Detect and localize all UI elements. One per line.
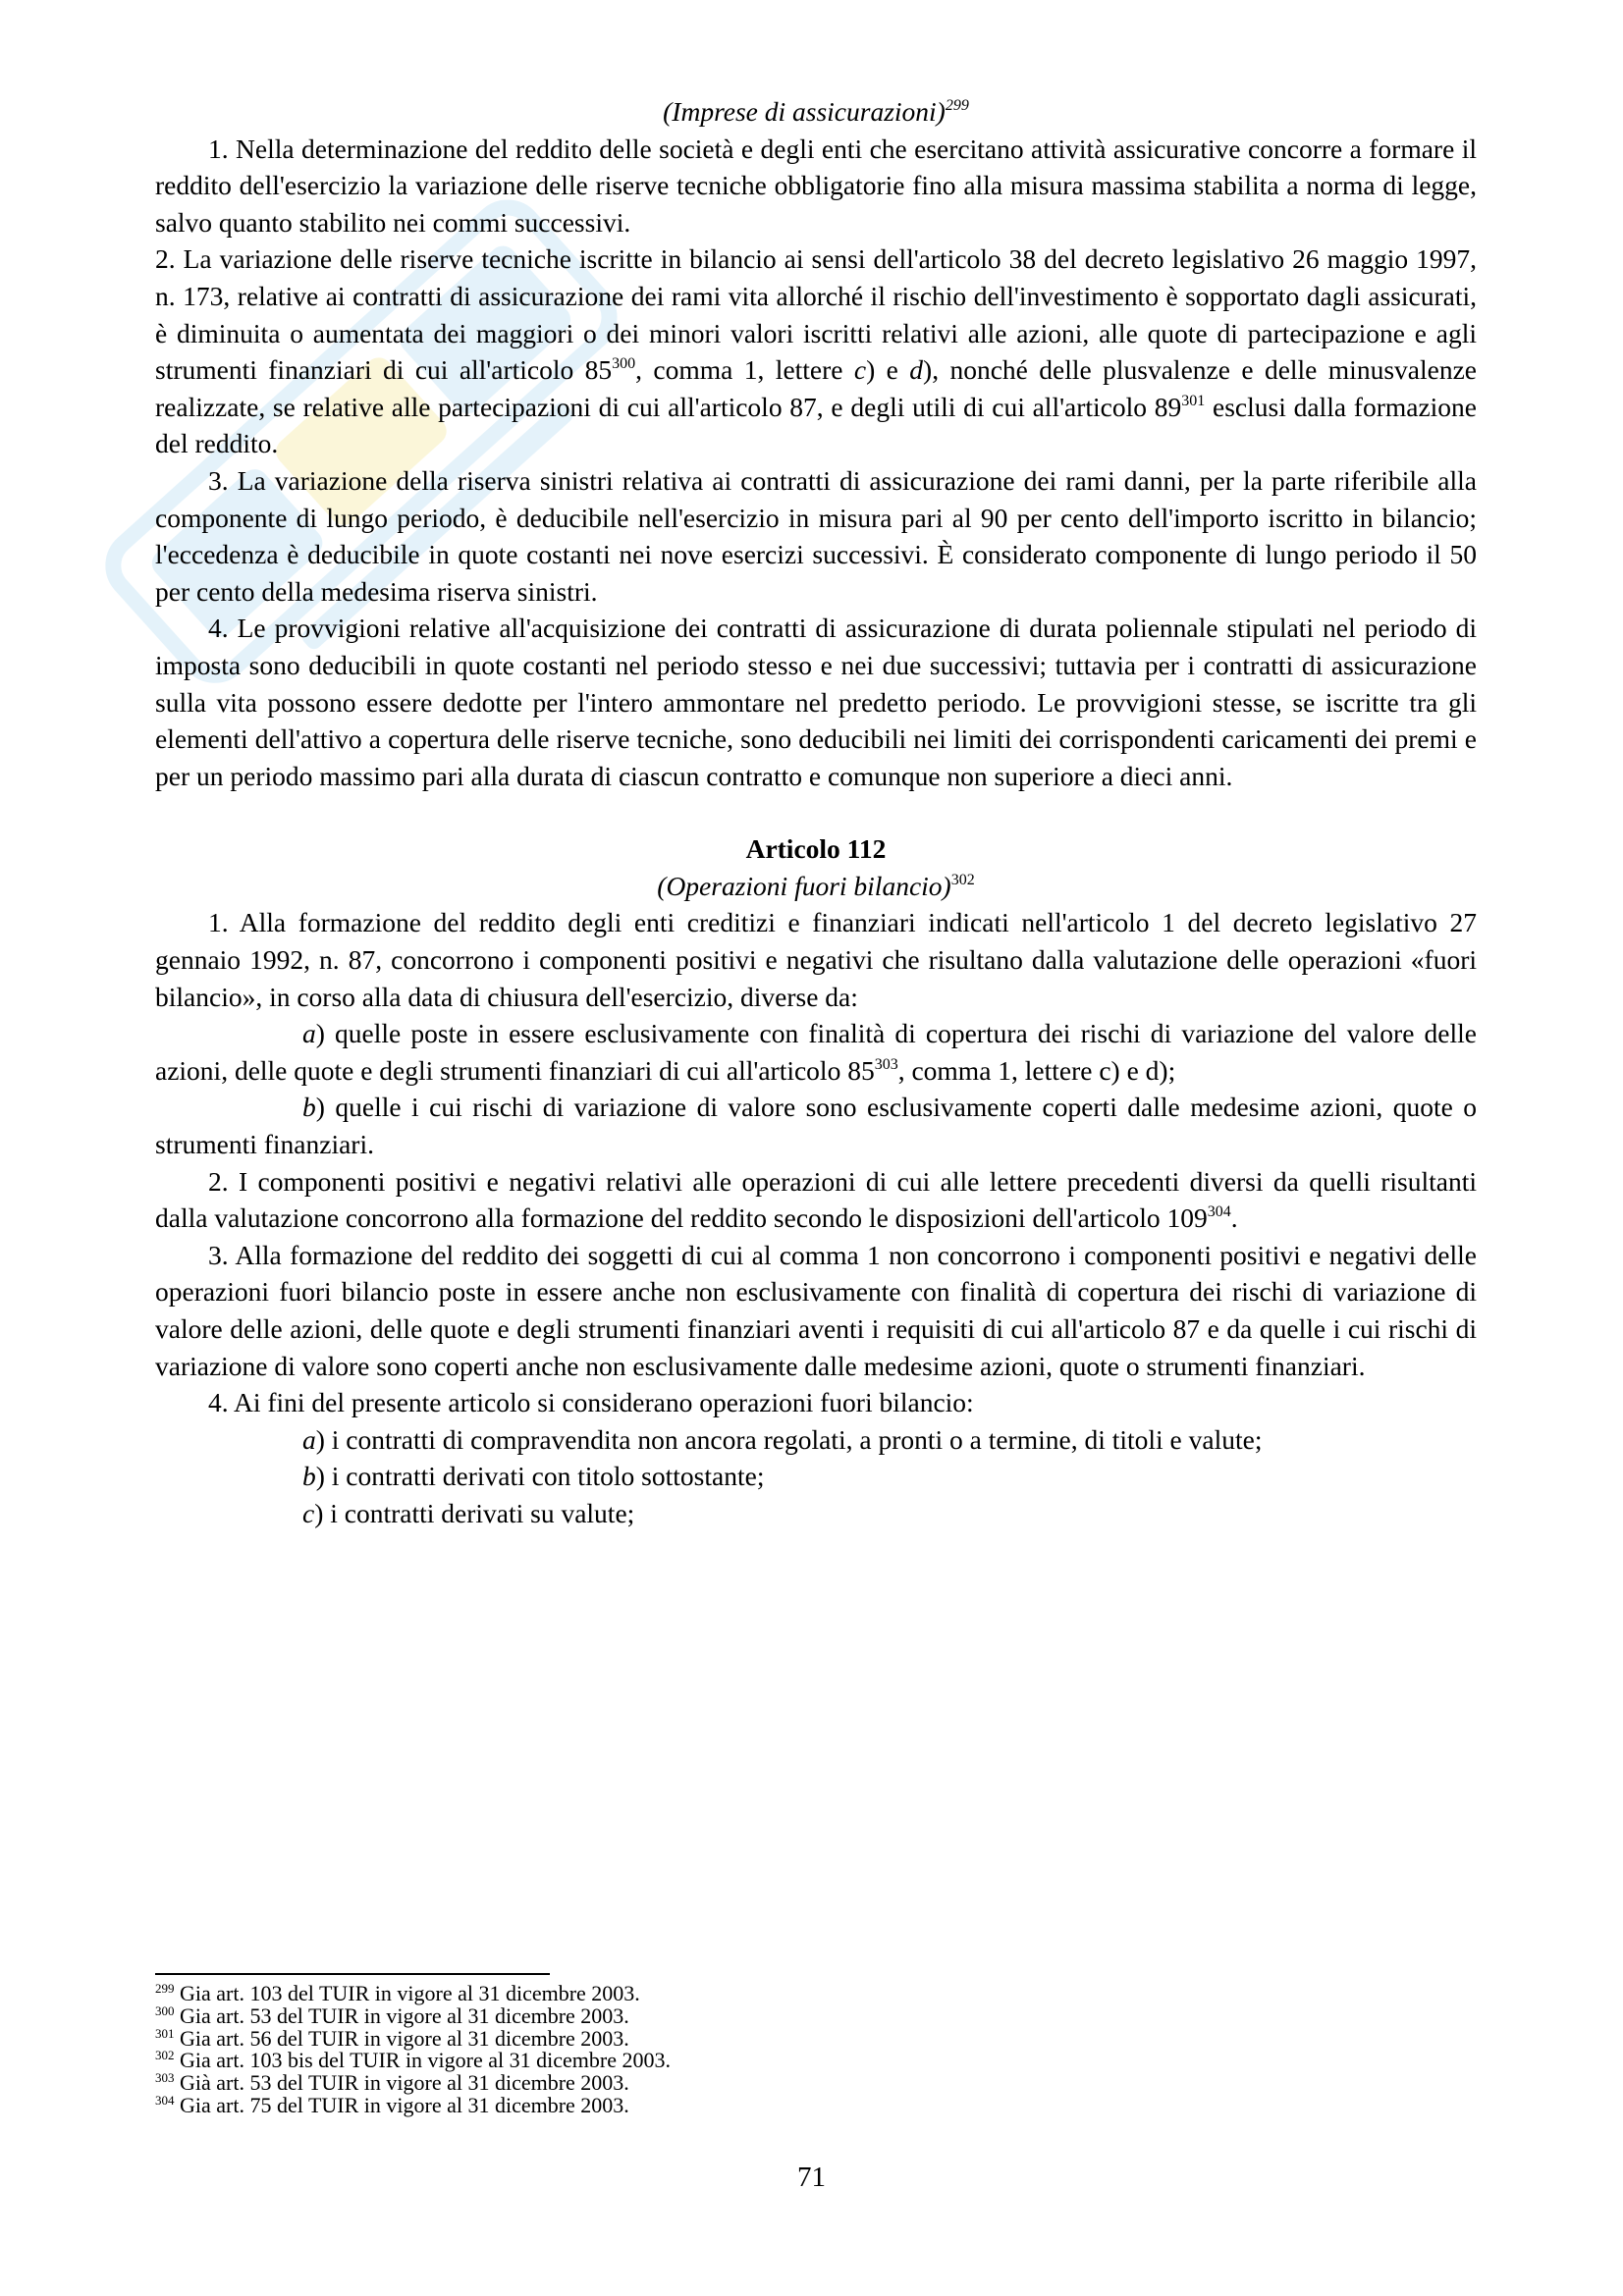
- page-number: 71: [797, 2162, 826, 2193]
- list-item: c) i contratti derivati su valute;: [302, 1497, 635, 1528]
- article-paragraph-3: 3. Alla formazione del reddito dei soggetti di cui al comma 1 non concorrono i componenti positivi e negativi delle operazioni fuori bilancio poste in essere anche non esclusivamente con finalità di copertura dei rischi di variazione di valore delle azioni, delle quote e degli strumenti finanziari aventi i requisiti di cui all'articolo 87 e da quelle i cui rischi di variazione di valore sono coperti anche non esclusivamente dalle medesime azioni, quote o strumenti finanziari.: [155, 1239, 1477, 1381]
- list-item: b) i contratti derivati con titolo sottostante;: [302, 1461, 765, 1492]
- document-body: [155, 93, 1477, 1532]
- footnote: $^{302}$ Gia art. 103 bis del TUIR in vigore al 31 dicembre 2003.: [155, 2048, 671, 2073]
- paragraph-1: 1. Nella determinazione del reddito delle società e degli enti che esercitano attività assicurative concorre a formare il reddito dell'esercizio la variazione delle riserve tecniche obbligatorie fino alla misura massima stabilita a norma di legge, salvo quanto stabilito nei commi successivi.: [155, 133, 1477, 238]
- section-heading: (Imprese di assicurazioni)$^{299}$: [663, 96, 969, 127]
- footnotes: [155, 1983, 1137, 2117]
- article-subtitle: (Operazioni fuori bilancio)$^{302}$: [657, 870, 975, 901]
- article-item-a: a) quelle poste in essere esclusivamente con finalità di copertura dei rischi di variazione del valore delle azioni, delle quote e degli strumenti finanziari di cui all'articolo $85^{303}$, comma 1, lettere c) e d);: [155, 1018, 1477, 1086]
- footnote-divider: [155, 1973, 550, 1975]
- paragraph-4: 4. Le provvigioni relative all'acquisizione dei contratti di assicurazione di durata poliennale stipulati nel periodo di imposta sono deducibili in quote costanti nel periodo stesso e nei due successivi; tuttavia per i contratti di assicurazione sulla vita possono essere dedotte per l'intero ammontare nel predetto periodo. Le provvigioni stesse, se iscritte tra gli elementi dell'attivo a copertura delle riserve tecniche, sono deducibili nei limiti dei corrispondenti caricamenti dei premi e per un periodo massimo pari alla durata di ciascun contratto e comunque non superiore a dieci anni.: [155, 613, 1477, 791]
- footnote: $^{299}$ Gia art. 103 del TUIR in vigore al 31 dicembre 2003.: [155, 1981, 640, 2005]
- article-paragraph-2: 2. I componenti positivi e negativi relativi alle operazioni di cui alle lettere precedenti diversi da quelli risultanti dalla valutazione concorrono alla formazione del reddito secondo le disposizioni dell'articolo $109^{304}$.: [155, 1165, 1477, 1234]
- footnote: $^{303}$ Già art. 53 del TUIR in vigore al 31 dicembre 2003.: [155, 2070, 629, 2096]
- article-item-b: b) quelle i cui rischi di variazione di valore sono esclusivamente coperti dalle medesime azioni, quote o strumenti finanziari.: [155, 1092, 1477, 1160]
- article-paragraph-4: 4. Ai fini del presente articolo si considerano operazioni fuori bilancio:: [208, 1387, 974, 1418]
- list-item: a) i contratti di compravendita non ancora regolati, a pronti o a termine, di titoli e valute;: [302, 1423, 1263, 1455]
- footnote: $^{301}$ Gia art. 56 del TUIR in vigore al 31 dicembre 2003.: [155, 2025, 629, 2051]
- paragraph-2: 2. La variazione delle riserve tecniche iscritte in bilancio ai sensi dell'articolo 38 del decreto legislativo 26 maggio 1997, n. 173, relative ai contratti di assicurazione dei rami vita allorché il rischio dell'investimento è sopportato dagli assicurati, è diminuita o aumentata dei maggiori o dei minori valori iscritti relativi alle azioni, alle quote di partecipazione e agli strumenti finanziari di cui all'articolo $85^{300}$, comma 1, lettere c) e d), nonché delle plusvalenze e delle minusvalenze realizzate, se relative alle partecipazioni di cui all'articolo 87, e degli utili di cui all'articolo $89^{301}$ esclusi dalla formazione del reddito.: [155, 243, 1477, 459]
- paragraph-3: 3. La variazione della riserva sinistri relativa ai contratti di assicurazione dei rami danni, per la parte riferibile alla componente di lungo periodo, è deducibile nell'esercizio in misura pari al 90 per cento dell'importo iscritto in bilancio; l'eccedenza è deducibile in quote costanti nei nove esercizi successivi. È considerato componente di lungo periodo il 50 per cento della medesima riserva sinistri.: [155, 464, 1477, 607]
- article-title: Articolo 112: [745, 833, 887, 865]
- footnote: $^{304}$ Gia art. 75 del TUIR in vigore al 31 dicembre 2003.: [155, 2092, 629, 2117]
- article-paragraph-1: 1. Alla formazione del reddito degli enti creditizi e finanziari indicati nell'articolo 1 del decreto legislativo 27 gennaio 1992, n. 87, concorrono i componenti positivi e negativi che risultano dalla valutazione delle operazioni «fuori bilancio», in corso alla data di chiusura dell'esercizio, diverse da:: [155, 907, 1477, 1012]
- footnote: $^{300}$ Gia art. 53 del TUIR in vigore al 31 dicembre 2003.: [155, 2002, 629, 2028]
